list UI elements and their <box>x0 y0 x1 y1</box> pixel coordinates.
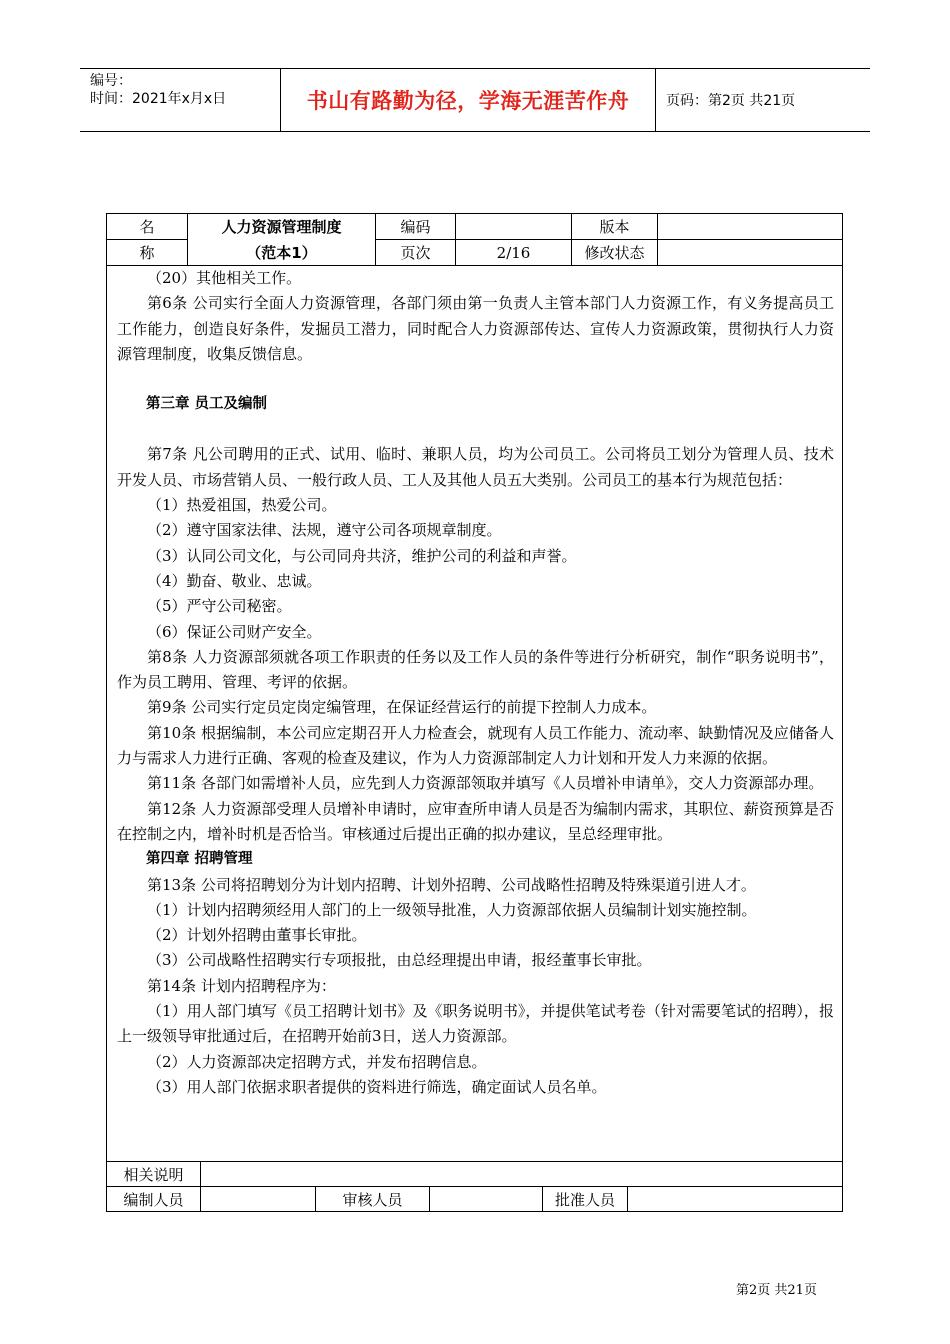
list-item: （5）严守公司秘密。 <box>147 597 292 616</box>
list-item: （3）用人部门依据求职者提供的资料进行筛选，确定面试人员名单。 <box>147 1077 607 1096</box>
header-motto: 书山有路勤为径，学海无涯苦作舟 <box>280 69 656 131</box>
list-item: （3）公司战略性招聘实行专项报批，由总经理提出申请，报经董事长审批。 <box>147 951 652 970</box>
article-8: 第8条 人力资源部须就各项工作职责的任务以及工作人员的条件等进行分析研究，制作“职务说明书”，作为员工聘用、管理、考评的依据。 <box>117 647 834 692</box>
code-value <box>456 214 571 239</box>
chapter-4-heading: 第四章 招聘管理 <box>146 851 253 868</box>
article-6: 第6条 公司实行全面人力资源管理，各部门须由第一负责人主管本部门人力资源工作，有义务提高员工工作能力，创造良好条件，发掘员工潜力，同时配合人力资源部传达、宣传人力资源政策，贯彻执行人力资源管理制度，收集反馈信息。 <box>117 294 834 363</box>
list-item: （6）保证公司财产安全。 <box>147 622 322 641</box>
article-10: 第10条 根据编制，本公司应定期召开人力检查会，就现有人员工作能力、流动率、缺勤情况及应储备人力与需求人力进行正确、客观的检查及建议，作为人力资源部制定人力计划和开发人力来源的依据。 <box>117 723 834 768</box>
editor-value <box>201 1187 315 1211</box>
list-item: （1）计划内招聘须经用人部门的上一级领导批准，人力资源部依据人员编制计划实施控制。 <box>147 900 757 919</box>
document-body <box>107 266 842 1100</box>
page-label: 页次 <box>400 244 431 262</box>
related-notes-value <box>201 1162 842 1186</box>
page-footer-number: 第2页 共21页 <box>736 1283 817 1298</box>
version-value <box>658 214 842 239</box>
document-subtitle: （范本1） <box>246 244 317 262</box>
paragraph: （20）其他相关工作。 <box>147 269 302 287</box>
list-item: （1）热爱祖国，热爱公司。 <box>147 496 337 515</box>
document-date-label: 时间：2021年x月x日 <box>90 91 227 107</box>
page-value: 2/16 <box>496 243 531 262</box>
article-13: 第13条 公司将招聘划分为计划内招聘、计划外招聘、公司战略性招聘及特殊渠道引进人才。 <box>147 875 756 894</box>
reviewer-value <box>430 1187 542 1211</box>
document-table <box>106 213 843 1212</box>
approver-value <box>628 1187 842 1211</box>
list-item: （2）计划外招聘由董事长审批。 <box>147 926 367 945</box>
reviewer-label: 审核人员 <box>342 1190 403 1209</box>
list-item: （2）遵守国家法律、法规，遵守公司各项规章制度。 <box>147 521 502 540</box>
header-page-number: 页码：第2页 共21页 <box>666 93 796 109</box>
article-9: 第9条 公司实行定员定岗定编管理，在保证经营运行的前提下控制人力成本。 <box>147 698 657 717</box>
article-7: 第7条 凡公司聘用的正式、试用、临时、兼职人员，均为公司员工。公司将员工划分为管理人员、技术开发人员、市场营销人员、一般行政人员、工人及其他人员五大类别。公司员工的基本行为规范包括： <box>117 445 834 489</box>
revision-value <box>658 240 842 265</box>
chapter-3-heading: 第三章 员工及编制 <box>146 396 268 413</box>
list-item: （3）认同公司文化，与公司同舟共济，维护公司的利益和声誉。 <box>147 546 577 565</box>
editor-label: 编制人员 <box>123 1190 184 1209</box>
revision-label: 修改状态 <box>584 244 645 262</box>
name-label-top: 名 <box>139 218 155 236</box>
header-meta <box>80 69 280 134</box>
article-11: 第11条 各部门如需增补人员，应先到人力资源部领取并填写《人员增补申请单》，交人力资源部办理。 <box>147 774 824 793</box>
name-label-bottom: 称 <box>139 244 155 262</box>
list-item: （1）用人部门填写《员工招聘计划书》及《职务说明书》，并提供笔试考卷（针对需要笔试的招聘），报上一级领导审批通过后，在招聘开始前3日，送人力资源部。 <box>117 1002 834 1046</box>
article-12: 第12条 人力资源部受理人员增补申请时，应审查所申请人员是否为编制内需求，其职位、薪资预算是否在控制之内，增补时机是否恰当。审核通过后提出正确的拟办建议，呈总经理审批。 <box>117 799 834 843</box>
list-item: （4）勤奋、敬业、忠诚。 <box>147 571 322 590</box>
related-notes-label: 相关说明 <box>123 1165 184 1184</box>
code-label: 编码 <box>400 218 431 236</box>
document-number-label: 编号： <box>90 73 132 89</box>
page-header <box>80 68 870 132</box>
version-label: 版本 <box>599 218 630 236</box>
approver-label: 批准人员 <box>554 1190 615 1209</box>
article-14: 第14条 计划内招聘程序为： <box>147 976 336 995</box>
list-item: （2）人力资源部决定招聘方式，并发布招聘信息。 <box>147 1052 487 1071</box>
document-title: 人力资源管理制度 <box>221 218 342 236</box>
